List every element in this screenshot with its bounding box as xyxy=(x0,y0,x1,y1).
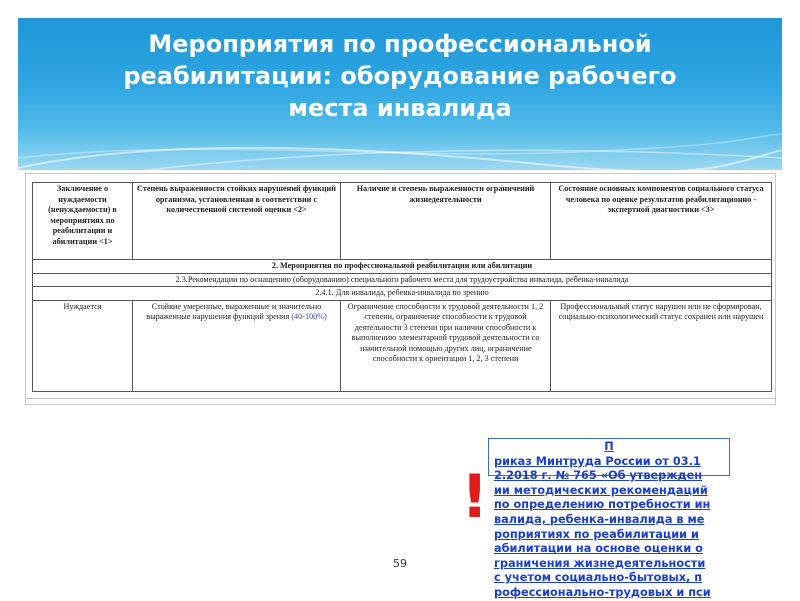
table-section-row xyxy=(33,260,772,274)
impairment-percent: (40-100%) xyxy=(291,312,327,321)
slide-title xyxy=(18,28,782,124)
order-link-text: риказ Минтруда России от 03.1 2.2018 г. № 765 «Об утвержден ии методических рекомендаций по определению потребности ин валида, ребенка-инвалида в ме роприятиях по реабилитации и абилитации на основе оценки о граничения жизнедеятельности с учетом социально-бытовых, п рофессионально-трудовых и пси xyxy=(494,454,711,599)
title-banner xyxy=(18,18,782,170)
table-subsubsection-row xyxy=(33,287,772,301)
cell-status: Профессиональный статус нарушен или не сформирован, социально-психологический статус сохранен или нарушен xyxy=(551,300,772,391)
cell-need: Нуждается xyxy=(33,300,133,391)
title-line-2: реабилитации: оборудование рабочего xyxy=(123,62,677,90)
order-link[interactable] xyxy=(494,440,724,601)
header-cell-need: Заключение о нуждаемости (ненуждаемости) в мероприятиях по реабилитации и абилитации <1> xyxy=(33,183,133,260)
section-title: 2. Мероприятия по профессиональной реабилитации или абилитации xyxy=(33,260,772,274)
header-cell-impairment: Степень выраженности стойких нарушений функций организма, установленная в соответствии с количественной системой оценки <2> xyxy=(133,183,341,260)
divider xyxy=(26,398,775,399)
title-line-3: места инвалида xyxy=(288,94,512,122)
impairment-text: Стойкие умеренные, выраженные и значительно выраженные нарушения функций зрения xyxy=(146,301,322,321)
order-link-first-line: П xyxy=(604,440,614,453)
cell-limitations: Ограничение способности к трудовой деятельности 1, 2 степени, ограничение способности к трудовой деятельности 3 степени при наличии способности к выполнению элементарной трудовой деятельности со значительной помощью других лиц, ограничение способности к ориентации 1, 2, 3 степени xyxy=(341,300,551,391)
page-number: 59 xyxy=(393,557,407,570)
header-cell-status: Состояние основных компонентов социального статуса человека по оценке результатов реабилитационно - экспертной диагностики <3> xyxy=(551,183,772,260)
subsubsection-title: 2.4.1. Для инвалида, ребенка-инвалида по зрению xyxy=(33,287,772,301)
cell-impairment xyxy=(133,300,341,391)
table-subsection-row xyxy=(33,273,772,287)
table-header-row xyxy=(33,183,772,260)
rehabilitation-table xyxy=(32,182,772,392)
exclamation-icon: ! xyxy=(461,462,489,532)
table-row xyxy=(33,300,772,391)
header-cell-limitations: Наличие и степень выраженности ограничений жизнедеятельности xyxy=(341,183,551,260)
document-table-image xyxy=(26,174,775,404)
subsection-title: 2.3.Рекомендации по оснащению (оборудованию) специального рабочего места для трудоустройства инвалида, ребенка-инвалида xyxy=(33,273,772,287)
title-line-1: Мероприятия по профессиональной xyxy=(148,30,652,58)
